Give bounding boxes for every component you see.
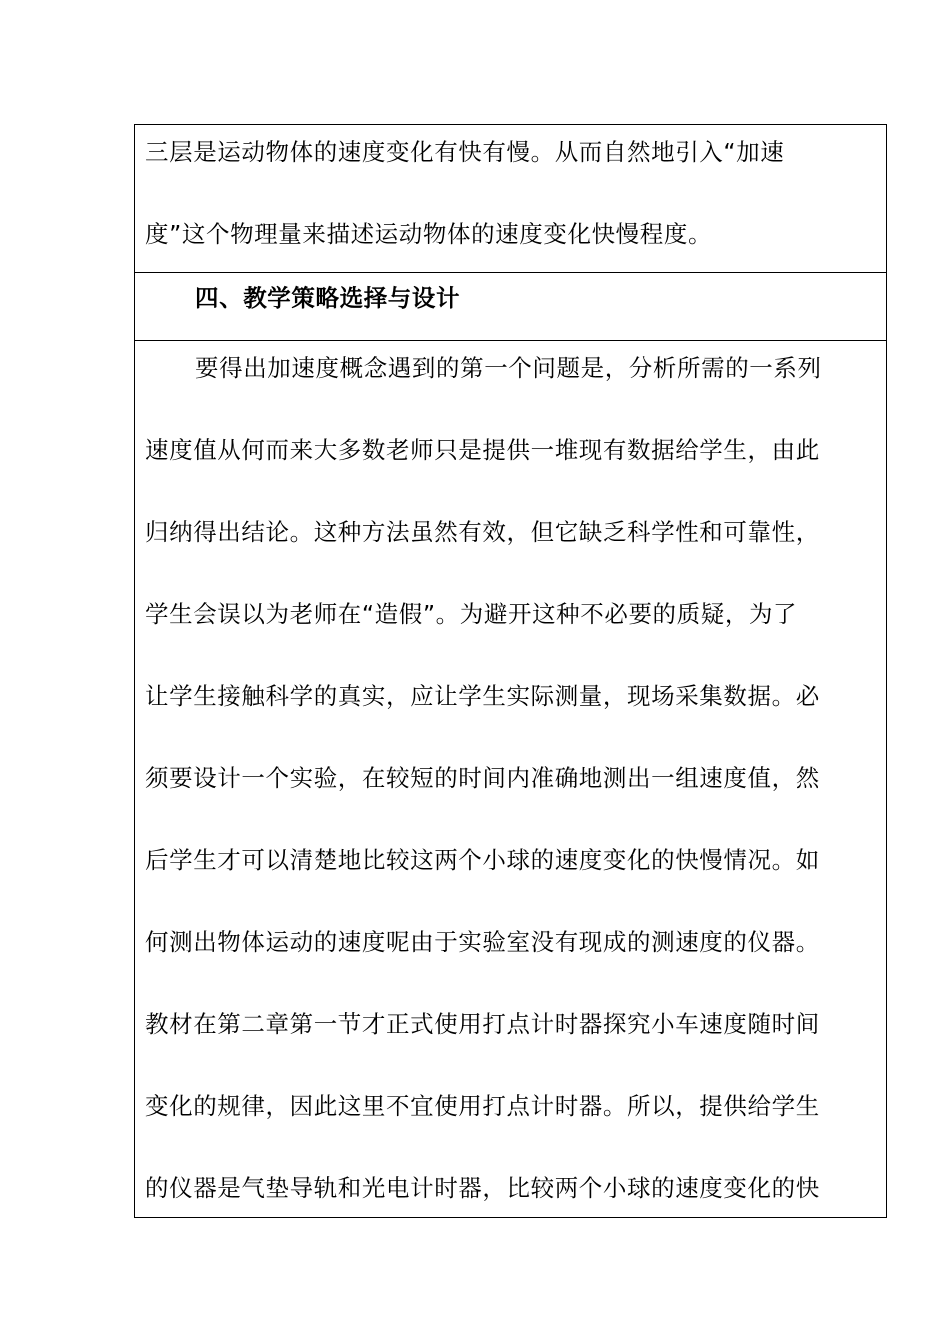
- document-table: [134, 124, 887, 1218]
- paragraph-line: 后学生才可以清楚地比较这两个小球的速度变化的快慢情况。如: [145, 846, 820, 874]
- table-row-body: [135, 340, 886, 1217]
- table-row-intro: [135, 125, 886, 272]
- section-heading: 四、教学策略选择与设计: [195, 284, 461, 312]
- paragraph-line: 速度值从何而来大多数老师只是提供一堆现有数据给学生，由此: [145, 436, 820, 464]
- paragraph-line: 教材在第二章第一节才正式使用打点计时器探究小车速度随时间: [145, 1010, 820, 1038]
- paragraph-line: 的仪器是气垫导轨和光电计时器，比较两个小球的速度变化的快: [145, 1174, 820, 1202]
- table-row-heading: [135, 272, 886, 340]
- paragraph-line: 三层是运动物体的速度变化有快有慢。从而自然地引入“加速: [145, 138, 785, 166]
- paragraph-line: 要得出加速度概念遇到的第一个问题是，分析所需的一系列: [195, 354, 822, 382]
- paragraph-line: 变化的规律，因此这里不宜使用打点计时器。所以，提供给学生: [145, 1092, 820, 1120]
- paragraph-line: 归纳得出结论。这种方法虽然有效，但它缺乏科学性和可靠性，: [145, 518, 820, 546]
- paragraph-line: 何测出物体运动的速度呢由于实验室没有现成的测速度的仪器。: [145, 928, 820, 956]
- paragraph-line: 度”这个物理量来描述运动物体的速度变化快慢程度。: [145, 220, 713, 248]
- paragraph-line: 须要设计一个实验，在较短的时间内准确地测出一组速度值，然: [145, 764, 820, 792]
- paragraph-line: 让学生接触科学的真实，应让学生实际测量，现场采集数据。必: [145, 682, 820, 710]
- paragraph-line: 学生会误以为老师在“造假”。为避开这种不必要的质疑，为了: [145, 600, 798, 628]
